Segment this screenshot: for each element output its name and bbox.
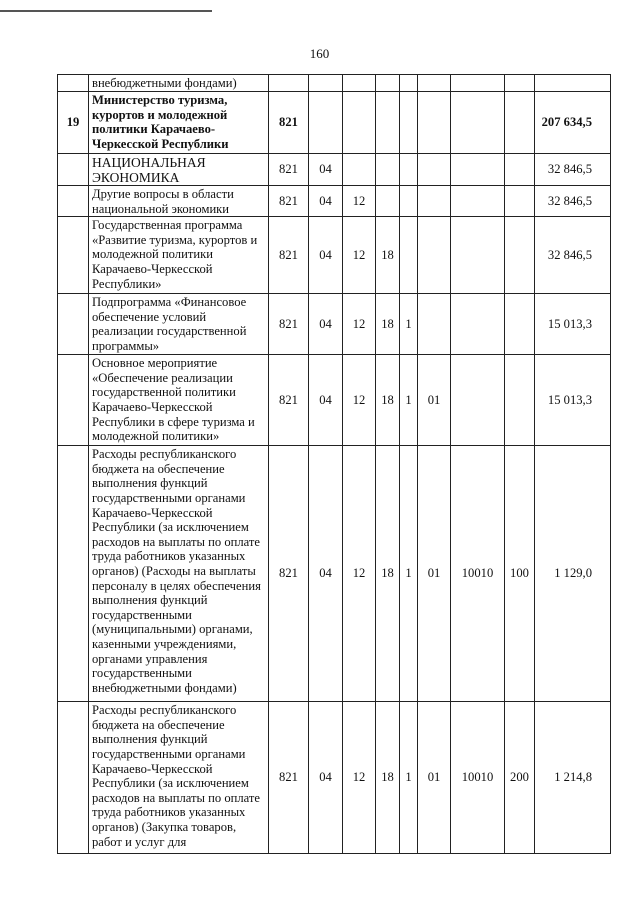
pr-cell: 12 xyxy=(343,294,376,355)
activity-cell xyxy=(418,186,451,217)
direction-cell xyxy=(451,294,505,355)
ved-cell: 821 xyxy=(269,92,309,154)
rz-cell: 04 xyxy=(309,154,343,186)
subprogram-cell xyxy=(400,217,418,294)
page-number: 160 xyxy=(309,46,330,61)
pr-cell: 12 xyxy=(343,702,376,854)
activity-cell: 01 xyxy=(418,702,451,854)
activity-cell: 01 xyxy=(418,446,451,702)
header-rule xyxy=(0,10,212,12)
pr-cell: 12 xyxy=(343,355,376,446)
amount-cell: 32 846,5 xyxy=(535,217,611,294)
table-row xyxy=(58,154,611,186)
direction-cell xyxy=(451,186,505,217)
expense-type-cell xyxy=(505,294,535,355)
table-row xyxy=(58,446,611,702)
pr-cell: 12 xyxy=(343,186,376,217)
rz-cell: 04 xyxy=(309,355,343,446)
table-row xyxy=(58,186,611,217)
activity-cell xyxy=(418,75,451,92)
direction-cell xyxy=(451,217,505,294)
row-number-cell xyxy=(58,355,89,446)
item-name-cell: Другие вопросы в области национальной экономики xyxy=(89,186,269,217)
ved-cell: 821 xyxy=(269,702,309,854)
item-name-cell: внебюджетными фондами) xyxy=(89,75,269,92)
direction-cell xyxy=(451,355,505,446)
subprogram-cell: 1 xyxy=(400,355,418,446)
amount-cell: 1 214,8 xyxy=(535,702,611,854)
direction-cell xyxy=(451,92,505,154)
ved-cell: 821 xyxy=(269,154,309,186)
rz-cell xyxy=(309,75,343,92)
pr-cell: 12 xyxy=(343,217,376,294)
subprogram-cell: 1 xyxy=(400,702,418,854)
row-number-cell xyxy=(58,75,89,92)
table-row xyxy=(58,702,611,854)
item-name-cell: Подпрограмма «Финансовое обеспечение условий реализации государственной программы» xyxy=(89,294,269,355)
program-cell xyxy=(376,154,400,186)
rz-cell: 04 xyxy=(309,446,343,702)
direction-cell: 10010 xyxy=(451,702,505,854)
ved-cell: 821 xyxy=(269,355,309,446)
direction-cell xyxy=(451,75,505,92)
row-number-cell: 19 xyxy=(58,92,89,154)
program-cell xyxy=(376,92,400,154)
pr-cell xyxy=(343,154,376,186)
table-row xyxy=(58,294,611,355)
pr-cell xyxy=(343,75,376,92)
ved-cell: 821 xyxy=(269,217,309,294)
item-name-cell: НАЦИОНАЛЬНАЯ ЭКОНОМИКА xyxy=(89,154,269,186)
expense-type-cell xyxy=(505,92,535,154)
ved-cell: 821 xyxy=(269,294,309,355)
item-name-cell: Государственная программа «Развитие туризма, курортов и молодежной политики Карачаево-Черкесской Республики» xyxy=(89,217,269,294)
expense-type-cell: 100 xyxy=(505,446,535,702)
expense-type-cell xyxy=(505,355,535,446)
item-name-cell: Министерство туризма, курортов и молодежной политики Карачаево-Черкесской Республики xyxy=(89,92,269,154)
pr-cell xyxy=(343,92,376,154)
expense-type-cell xyxy=(505,186,535,217)
program-cell: 18 xyxy=(376,702,400,854)
program-cell: 18 xyxy=(376,355,400,446)
rz-cell: 04 xyxy=(309,217,343,294)
program-cell xyxy=(376,186,400,217)
pr-cell: 12 xyxy=(343,446,376,702)
activity-cell xyxy=(418,294,451,355)
row-number-cell xyxy=(58,217,89,294)
expense-type-cell xyxy=(505,154,535,186)
activity-cell xyxy=(418,154,451,186)
rz-cell: 04 xyxy=(309,294,343,355)
subprogram-cell: 1 xyxy=(400,294,418,355)
table-row xyxy=(58,217,611,294)
program-cell: 18 xyxy=(376,294,400,355)
amount-cell: 15 013,3 xyxy=(535,294,611,355)
subprogram-cell xyxy=(400,154,418,186)
row-number-cell xyxy=(58,294,89,355)
activity-cell: 01 xyxy=(418,355,451,446)
row-number-cell xyxy=(58,702,89,854)
program-cell xyxy=(376,75,400,92)
amount-cell xyxy=(535,75,611,92)
item-name-cell: Расходы республиканского бюджета на обеспечение выполнения функций государственными органами Карачаево-Черкесской Республики (за исключением расходов на выплаты по оплате труда работников указанных органов) (Расходы на выплаты персоналу в целях обеспечения выполнения функций государственными (муниципальными) органами, казенными учреждениями, органами управления государственными внебюджетными фондами) xyxy=(89,446,269,702)
direction-cell: 10010 xyxy=(451,446,505,702)
budget-table xyxy=(57,74,611,854)
expense-type-cell xyxy=(505,75,535,92)
activity-cell xyxy=(418,92,451,154)
expense-type-cell xyxy=(505,217,535,294)
ved-cell: 821 xyxy=(269,446,309,702)
row-number-cell xyxy=(58,446,89,702)
expense-type-cell: 200 xyxy=(505,702,535,854)
amount-cell: 32 846,5 xyxy=(535,186,611,217)
program-cell: 18 xyxy=(376,446,400,702)
row-number-cell xyxy=(58,154,89,186)
subprogram-cell xyxy=(400,92,418,154)
subprogram-cell xyxy=(400,75,418,92)
direction-cell xyxy=(451,154,505,186)
table-row xyxy=(58,75,611,92)
table-row xyxy=(58,92,611,154)
amount-cell: 15 013,3 xyxy=(535,355,611,446)
rz-cell: 04 xyxy=(309,186,343,217)
amount-cell: 1 129,0 xyxy=(535,446,611,702)
ved-cell xyxy=(269,75,309,92)
amount-cell: 207 634,5 xyxy=(535,92,611,154)
row-number-cell xyxy=(58,186,89,217)
table-row xyxy=(58,355,611,446)
item-name-cell: Расходы республиканского бюджета на обеспечение выполнения функций государственными органами Карачаево-Черкесской Республики (за исключением расходов на выплаты по оплате труда работников указанных органов) (Закупка товаров, работ и услуг для xyxy=(89,702,269,854)
amount-cell: 32 846,5 xyxy=(535,154,611,186)
item-name-cell: Основное мероприятие «Обеспечение реализации государственной политики Карачаево-Черкесской Республики в сфере туризма и молодежной политики» xyxy=(89,355,269,446)
activity-cell xyxy=(418,217,451,294)
rz-cell: 04 xyxy=(309,702,343,854)
rz-cell xyxy=(309,92,343,154)
ved-cell: 821 xyxy=(269,186,309,217)
subprogram-cell: 1 xyxy=(400,446,418,702)
subprogram-cell xyxy=(400,186,418,217)
program-cell: 18 xyxy=(376,217,400,294)
